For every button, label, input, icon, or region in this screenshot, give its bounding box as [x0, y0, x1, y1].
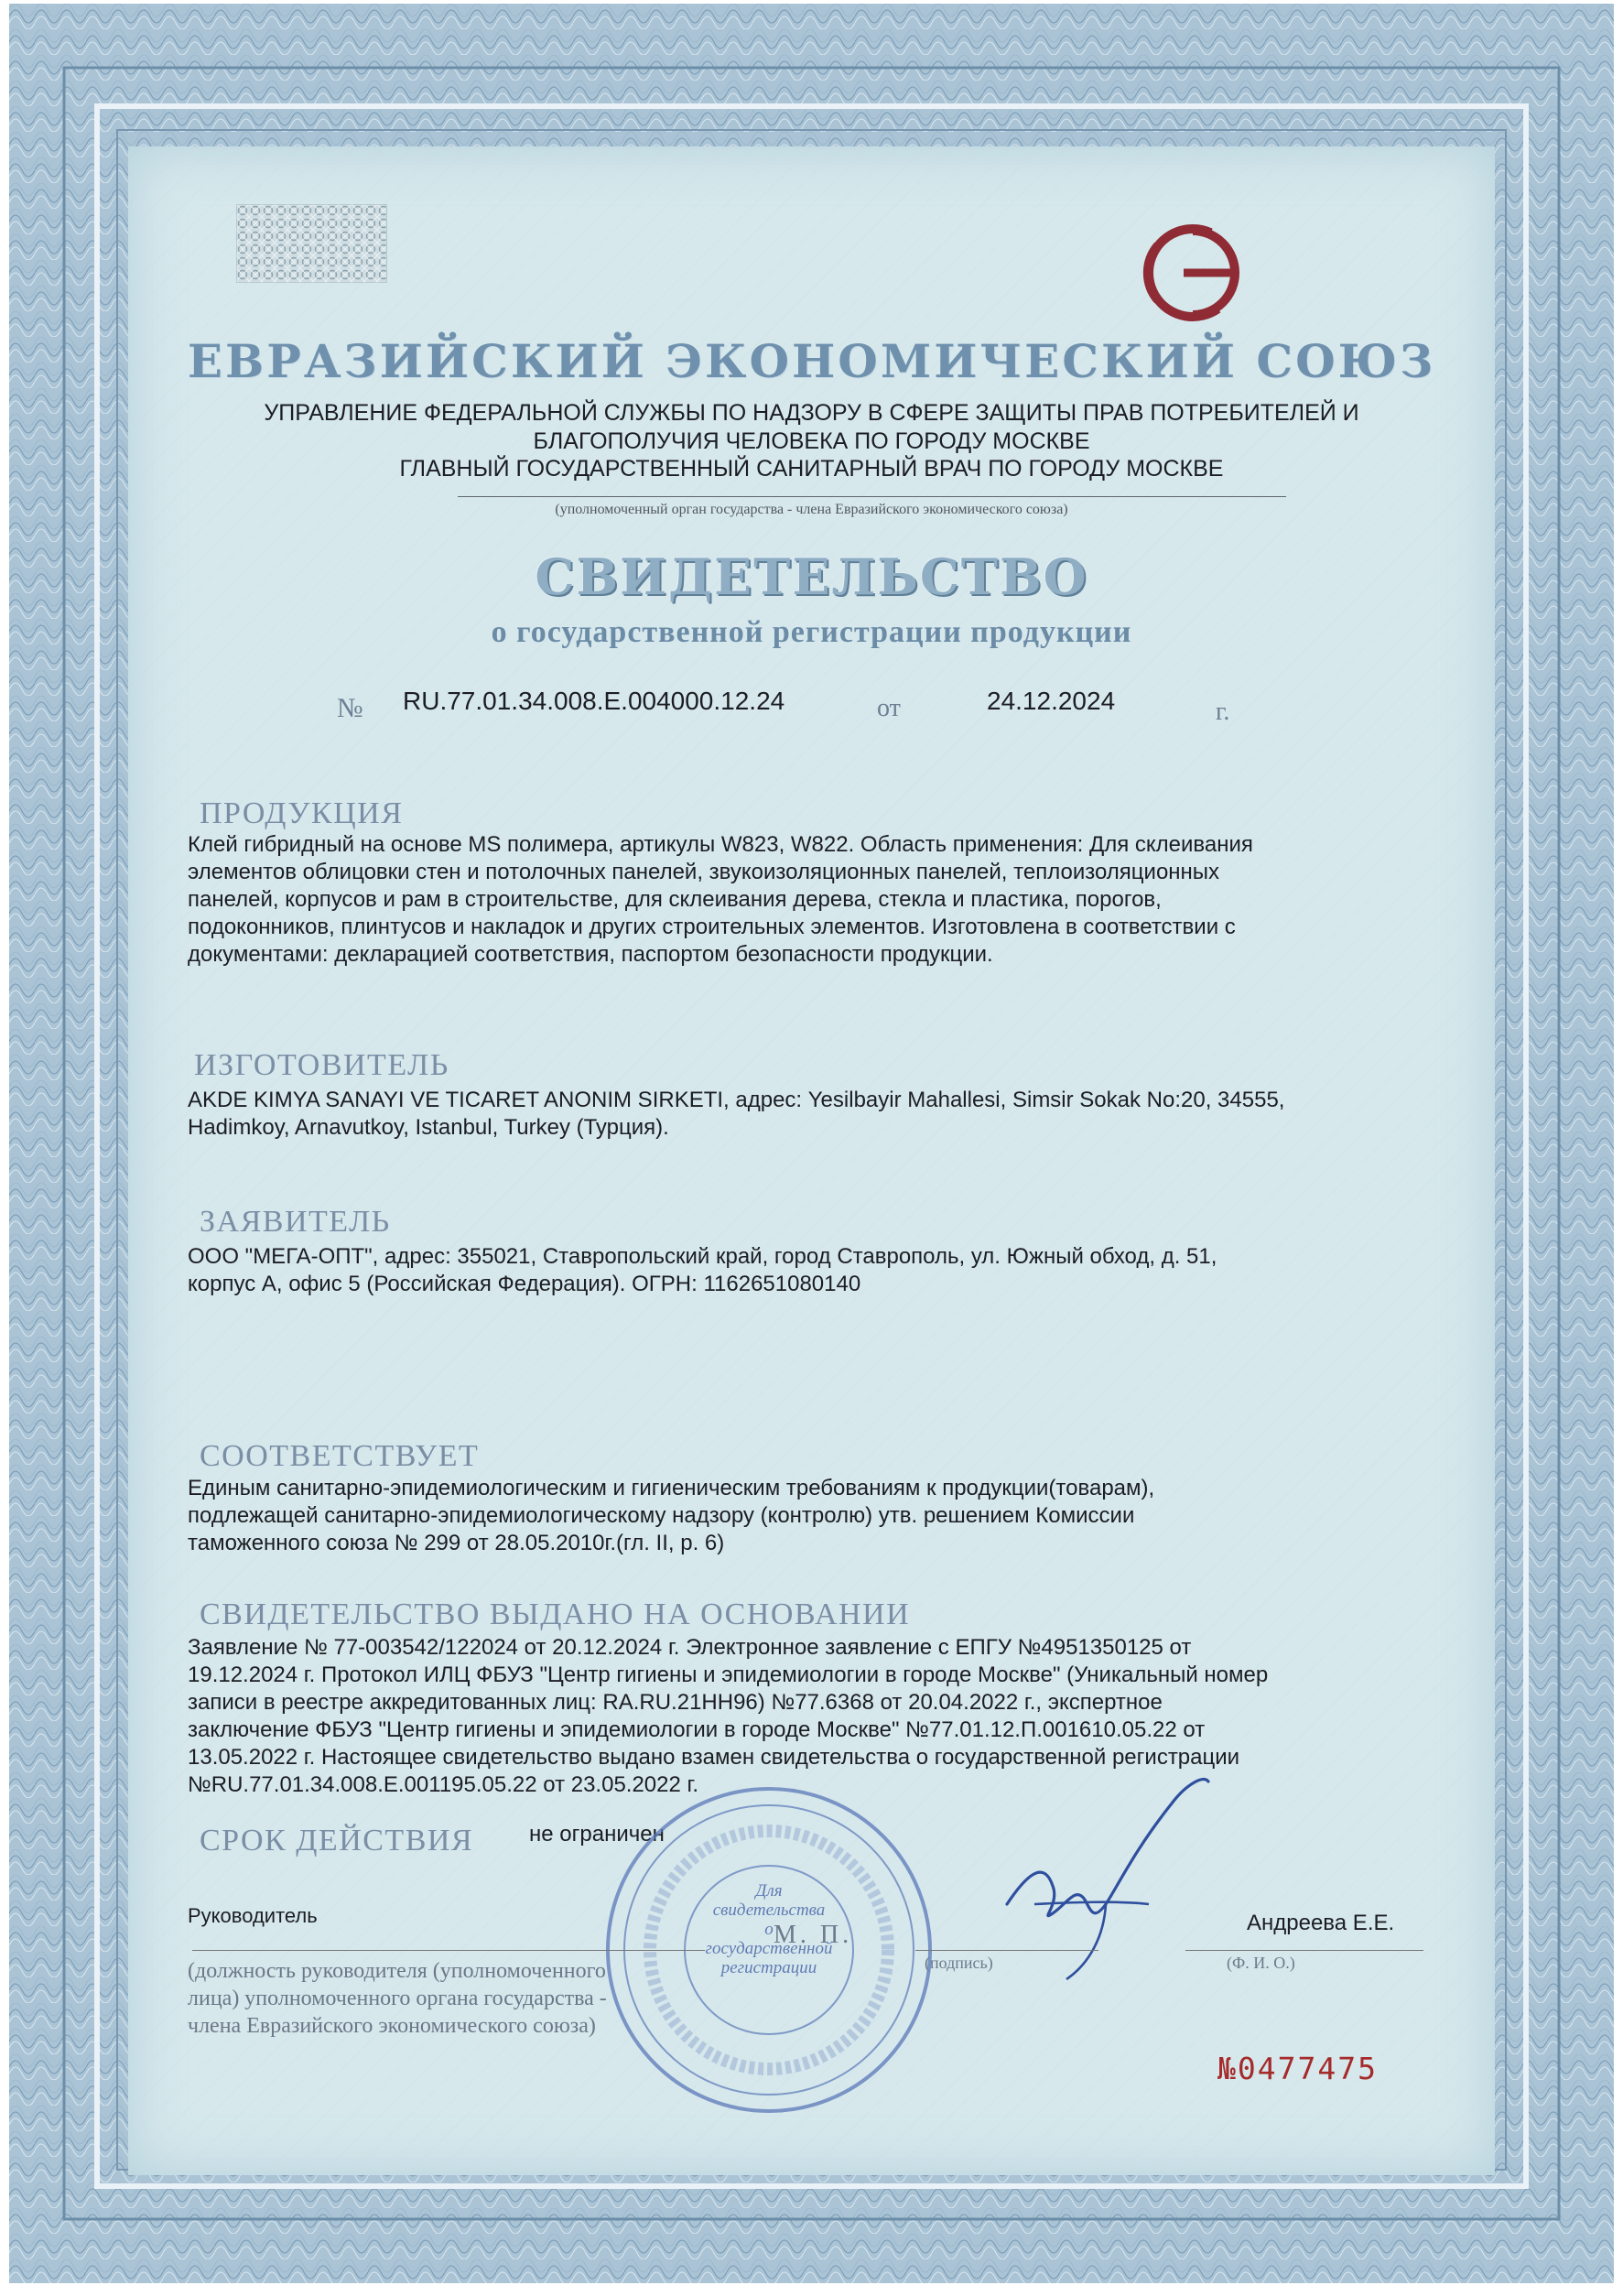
manufacturer-label: ИЗГОТОВИТЕЛЬ	[194, 1048, 449, 1082]
signer-name: Андреева Е.Е.	[1247, 1911, 1395, 1935]
stamp-line: Для	[755, 1881, 783, 1901]
conforms-line: таможенного союза № 299 от 28.05.2010г.(гл. II, р. 6)	[188, 1531, 725, 1555]
serial-number: №0477475	[1217, 2051, 1378, 2086]
stamp-line: о государственной	[705, 1920, 833, 1958]
agency-line-1: УПРАВЛЕНИЕ ФЕДЕРАЛЬНОЙ СЛУЖБЫ ПО НАДЗОРУ В СФЕРЕ ЗАЩИТЫ ПРАВ ПОТРЕБИТЕЛЕЙ И	[264, 400, 1359, 426]
year-suffix: г.	[1216, 698, 1230, 726]
stamp-line: регистрации	[720, 1958, 817, 1977]
caption-line: члена Евразийского экономического союза)	[188, 2014, 596, 2038]
position-caption	[188, 1957, 737, 2040]
header-rule	[458, 496, 1286, 497]
union-heading: ЕВРАЗИЙСКИЙ ЭКОНОМИЧЕСКИЙ СОЮЗ	[187, 334, 1436, 388]
product-line: подоконников, плинтусов и накладок и других строительных элементов. Изготовлена в соответствии с	[188, 915, 1236, 939]
fio-caption: (Ф. И. О.)	[1227, 1954, 1295, 1972]
conforms-label: СООТВЕТСТВУЕТ	[200, 1439, 480, 1473]
hologram-sticker	[236, 204, 387, 283]
handwritten-signature	[989, 1767, 1227, 1987]
authority-note: (уполномоченный орган государства - члена Евразийского экономического союза)	[555, 502, 1068, 517]
basis-text	[188, 1634, 1442, 1799]
product-line: панелей, корпусов и рам в строительстве, для склеивания дерева, стекла и пластика, порогов,	[188, 887, 1162, 912]
position-rule	[192, 1950, 705, 1951]
registration-date: 24.12.2024	[987, 687, 1116, 715]
applicant-line: корпус А, офис 5 (Российская Федерация). ОГРН: 1162651080140	[188, 1272, 861, 1296]
fio-rule	[1185, 1950, 1423, 1951]
registration-number: RU.77.01.34.008.E.004000.12.24	[403, 687, 785, 715]
number-sign: №	[337, 693, 363, 723]
basis-label: СВИДЕТЕЛЬСТВО ВЫДАНО НА ОСНОВАНИИ	[200, 1597, 911, 1631]
validity-value: не ограничен	[529, 1822, 665, 1847]
eac-se-logo-icon	[1131, 211, 1284, 335]
validity-label: СРОК ДЕЙСТВИЯ	[200, 1824, 474, 1857]
certificate-subtitle: о государственной регистрации продукции	[491, 615, 1132, 649]
manufacturer-line: AKDE KIMYA SANAYI VE TICARET ANONIM SIRKETI, адрес: Yesilbayir Mahallesi, Simsir Sokak No:20, 34555,	[188, 1088, 1285, 1112]
basis-line: Заявление № 77-003542/122024 от 20.12.2024 г. Электронное заявление с ЕПГУ №4951350125 от	[188, 1635, 1192, 1660]
certificate-title: СВИДЕТЕЛЬСТВО	[535, 547, 1088, 606]
basis-line: записи в реестре аккредитованных лиц: RA.RU.21НН96) №77.6368 от 20.04.2022 г., экспертное	[188, 1690, 1163, 1715]
sign-rule	[915, 1950, 1098, 1951]
stamp-line: свидетельства	[712, 1901, 826, 1920]
basis-line: 19.12.2024 г. Протокол ИЛЦ ФБУЗ "Центр гигиены и эпидемиологии в городе Москве" (Уникальный номер	[188, 1662, 1269, 1687]
agency-line-2: БЛАГОПОЛУЧИЯ ЧЕЛОВЕКА ПО ГОРОДУ МОСКВЕ	[533, 428, 1090, 454]
basis-line: 13.05.2022 г. Настоящее свидетельство выдано взамен свидетельства о государственной регистрации	[188, 1745, 1240, 1770]
applicant-line: ООО "МЕГА-ОПТ", адрес: 355021, Ставропольский край, город Ставрополь, ул. Южный обход, д. 51,	[188, 1244, 1217, 1269]
conforms-line: подлежащей санитарно-эпидемиологическому надзору (контролю) утв. решением Комиссии	[188, 1503, 1135, 1528]
signature-caption: (подпись)	[925, 1954, 993, 1972]
product-line: элементов облицовки стен и потолочных панелей, звукоизоляционных панелей, теплоизоляционных	[188, 860, 1220, 884]
product-label: ПРОДУКЦИЯ	[200, 796, 404, 830]
manufacturer-line: Hadimkoy, Arnavutkoy, Istanbul, Turkey (Турция).	[188, 1115, 669, 1140]
product-line: Клей гибридный на основе MS полимера, артикулы W823, W822. Область применения: Для склеивания	[188, 832, 1253, 857]
basis-line: заключение ФБУЗ "Центр гигиены и эпидемиологии в городе Москве" №77.01.12.П.001610.05.22 от	[188, 1717, 1206, 1742]
agency-line-3: ГЛАВНЫЙ ГОСУДАРСТВЕННЫЙ САНИТАРНЫЙ ВРАЧ ПО ГОРОДУ МОСКВЕ	[399, 456, 1224, 482]
caption-line: лица) уполномоченного органа государства -	[188, 1987, 607, 2010]
product-text	[188, 831, 1442, 969]
applicant-label: ЗАЯВИТЕЛЬ	[200, 1205, 391, 1239]
conforms-line: Единым санитарно-эпидемиологическим и гигиеническим требованиям к продукции(товарам),	[188, 1476, 1155, 1500]
conforms-text	[188, 1475, 1442, 1557]
position-value: Руководитель	[188, 1904, 318, 1927]
product-line: документами: декларацией соответствия, паспортом безопасности продукции.	[188, 942, 993, 967]
manufacturer-text	[188, 1087, 1442, 1142]
mp-label: М. П.	[774, 1921, 853, 1949]
basis-line: №RU.77.01.34.008.Е.001195.05.22 от 23.05.2022 г.	[188, 1772, 699, 1797]
caption-line: (должность руководителя (уполномоченного	[188, 1959, 606, 1983]
date-from-label: от	[877, 694, 901, 722]
applicant-text	[188, 1243, 1442, 1298]
